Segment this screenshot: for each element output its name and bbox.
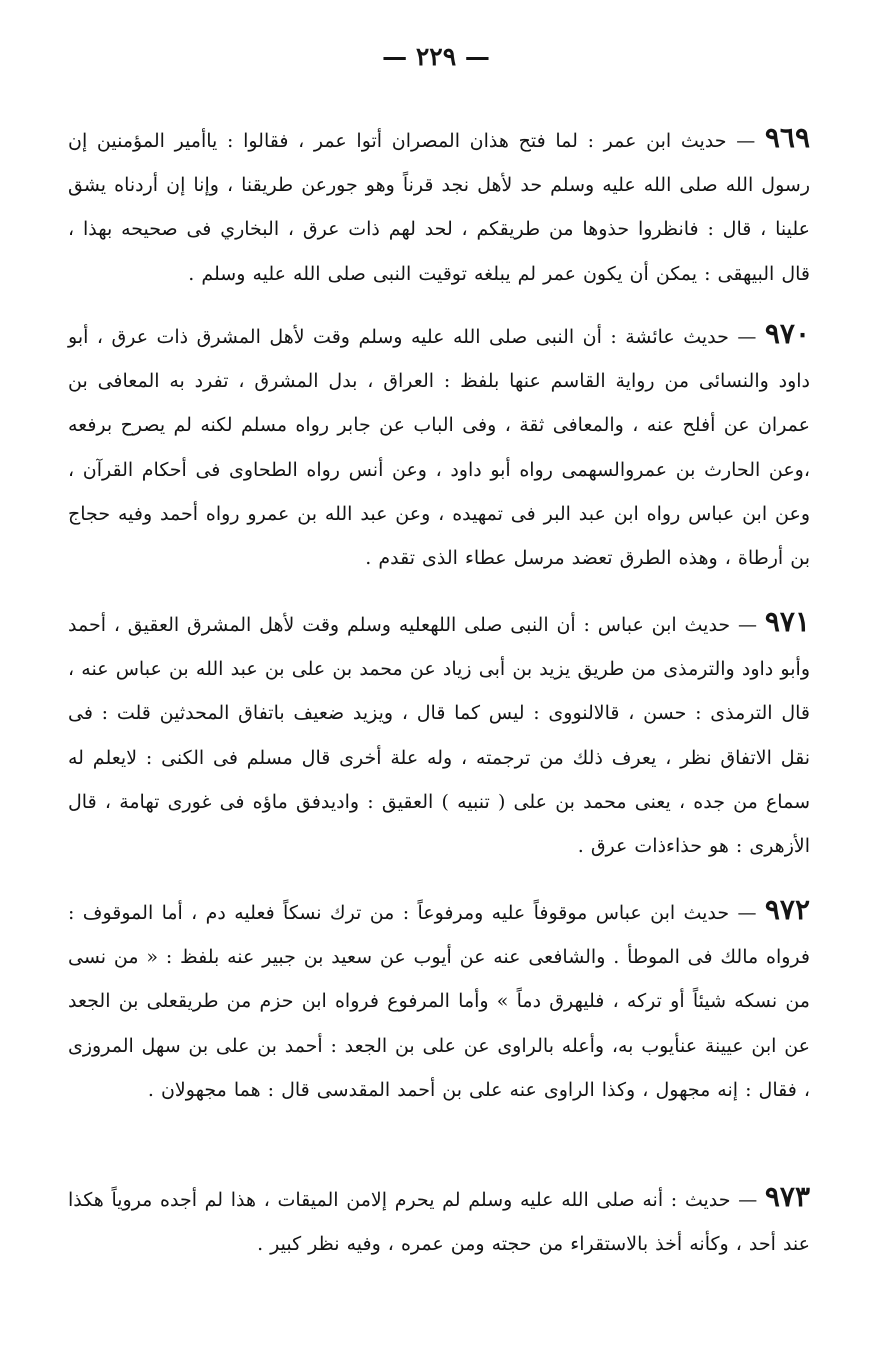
hadith-text: — حديث ابن عباس : أن النبى صلى اللهعليه وسلم وقت لأهل المشرق العقيق ، أحمد وأبو داود والترمذى من طريق يزيد بن أبى زياد عن محمد بن على بن عبد الله بن عباس عنه ، قال الترمذى : حسن ، قالالنووى : ليس كما قال ، ويزيد ضعيف باتفاق المحدثين قلت : فى نقل الاتفاق نظر ، يعرف ذلك من ترجمته ، وله علة أخرى قال مسلم فى الكنى : لايعلم له سماع من جده ، يعنى محمد بن على ( تنبيه ) العقيق : واديدفق ماؤه فى غورى تهامة ، قال الأزهرى : هو حذاءذات عرق . xyxy=(68,614,810,858)
hadith-number: ٩٧٢ xyxy=(764,893,810,926)
hadith-number: ٩٧٠ xyxy=(764,317,810,350)
hadith-entry xyxy=(68,888,810,1112)
hadith-entry xyxy=(68,116,810,296)
hadith-entry xyxy=(68,312,810,580)
hadith-entry xyxy=(68,1175,810,1266)
page-number: — ٢٢٩ — xyxy=(382,42,490,71)
hadith-text: — حديث عائشة : أن النبى صلى الله عليه وسلم وقت لأهل المشرق ذات عرق ، أبو داود والنسائى من رواية القاسم عنها بلفظ : العراق ، بدل المشرق ، تفرد به المعافى بن عمران عن أفلح عنه ، والمعافى ثقة ، وفى الباب عن جابر رواه مسلم لكنه لم يصرح برفعه ،وعن الحارث بن عمروالسهمى رواه أبو داود ، وعن أنس رواه الطحاوى فى أحكام القرآن ، وعن ابن عباس رواه ابن عبد البر فى تمهيده ، وعن عبد الله بن عمرو رواه أحمد وفيه حجاج بن أرطاة ، وهذه الطرق تعضد مرسل عطاء الذى تقدم . xyxy=(68,326,810,570)
hadith-number: ٩٦٩ xyxy=(764,121,810,154)
hadith-number: ٩٧١ xyxy=(764,605,810,638)
hadith-text: — حديث : أنه صلى الله عليه وسلم لم يحرم إلامن الميقات ، هذا لم أجده مروياً هكذا عند أحد ، وكأنه أخذ بالاستقراء من حجته ومن عمره ، وفيه نظر كبير . xyxy=(68,1189,810,1256)
hadith-entry xyxy=(68,600,810,868)
hadith-number: ٩٧٣ xyxy=(764,1180,811,1213)
hadith-text: — حديث ابن عباس موقوفاً عليه ومرفوعاً : من ترك نسكاً فعليه دم ، أما الموقوف : فرواه مالك فى الموطأ . والشافعى عنه عن أيوب عن سعيد بن جبير عنه بلفظ : « من نسى من نسكه شيئاً أو تركه ، فليهرق دماً » وأما المرفوع فرواه ابن حزم من طريقعلى بن الجعد عن ابن عيينة عنأيوب به، وأعله بالراوى عن على بن الجعد : أحمد بن على بن سهل المروزى ، فقال : إنه مجهول ، وكذا الراوى عنه على بن أحمد المقدسى قال : هما مجهولان . xyxy=(68,902,810,1101)
hadith-text: — حديث ابن عمر : لما فتح هذان المصران أتوا عمر ، فقالوا : ياأمير المؤمنين إن رسول الله صلى الله عليه وسلم حد لأهل نجد قرناً وهو جورعن طريقنا ، وإنا إن أردناه يشق علينا ، قال : فانظروا حذوها من طريقكم ، لحد لهم ذات عرق ، البخاري فى صحيحه بهذا ، قال البيهقى : يمكن أن يكون عمر لم يبلغه توقيت النبى صلى الله عليه وسلم . xyxy=(68,130,810,285)
